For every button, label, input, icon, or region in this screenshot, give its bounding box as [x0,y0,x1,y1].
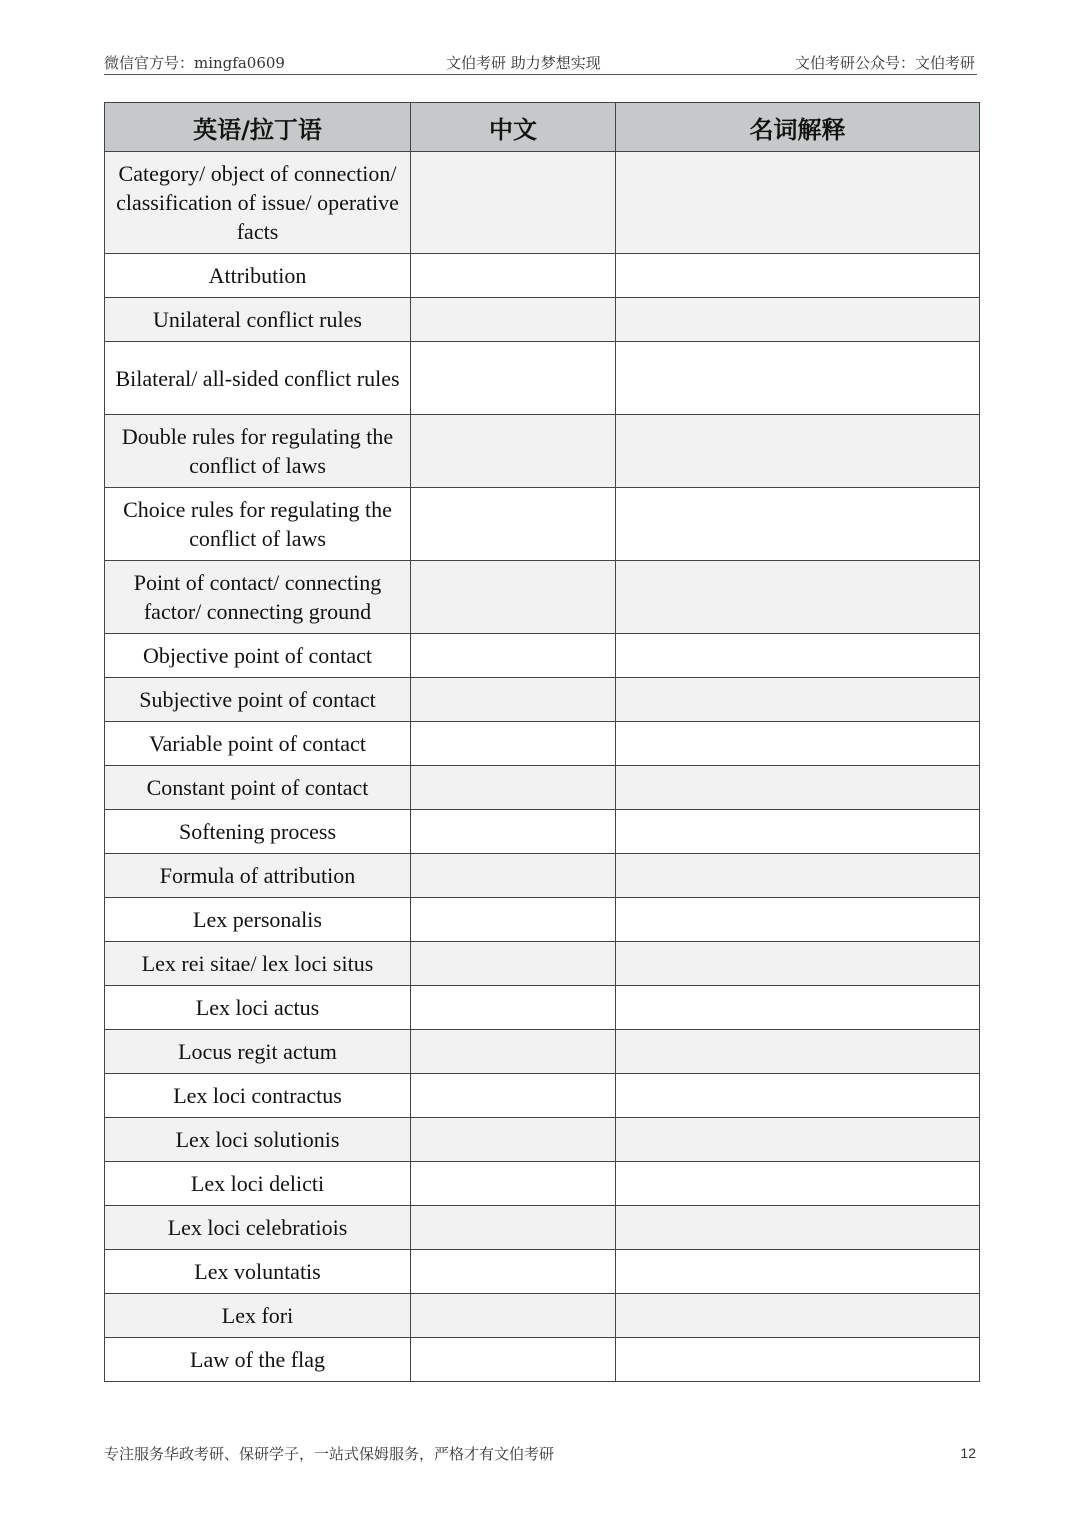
explanation-cell [616,1074,980,1118]
term-cell: Lex voluntatis [105,1250,411,1294]
chinese-cell [411,1250,616,1294]
table-row [105,766,980,810]
explanation-cell [616,1206,980,1250]
term-cell: Double rules for regulating the conflict of laws [105,415,411,488]
table-row [105,634,980,678]
explanation-cell [616,854,980,898]
term-cell: Formula of attribution [105,854,411,898]
header-wechat-id: 微信官方号：mingfa0609 [104,54,285,72]
chinese-cell [411,810,616,854]
explanation-cell [616,1338,980,1382]
chinese-cell [411,1074,616,1118]
chinese-cell [411,1206,616,1250]
term-cell: Variable point of contact [105,722,411,766]
chinese-cell [411,488,616,561]
chinese-cell [411,298,616,342]
explanation-cell [616,1118,980,1162]
header-public-account: 文伯考研公众号：文伯考研 [794,54,975,72]
term-cell: Category/ object of connection/ classification of issue/ operative facts [105,152,411,254]
table-row [105,415,980,488]
page-header [104,50,977,75]
table-row [105,1030,980,1074]
table-row [105,942,980,986]
explanation-cell [616,342,980,415]
term-cell: Unilateral conflict rules [105,298,411,342]
table-header [105,103,980,152]
table-row [105,254,980,298]
term-cell: Lex loci contractus [105,1074,411,1118]
table-row [105,1162,980,1206]
column-header-chinese: 中文 [411,103,616,152]
explanation-cell [616,766,980,810]
explanation-cell [616,1294,980,1338]
table-row [105,1118,980,1162]
term-cell: Attribution [105,254,411,298]
table-row [105,298,980,342]
chinese-cell [411,766,616,810]
table-body [105,152,980,1382]
term-cell: Lex loci solutionis [105,1118,411,1162]
chinese-cell [411,561,616,634]
table-row [105,898,980,942]
chinese-cell [411,898,616,942]
table-row [105,1206,980,1250]
table-row [105,488,980,561]
explanation-cell [616,722,980,766]
explanation-cell [616,1030,980,1074]
explanation-cell [616,488,980,561]
explanation-cell [616,1250,980,1294]
explanation-cell [616,810,980,854]
chinese-cell [411,1338,616,1382]
table-row [105,722,980,766]
table-row [105,854,980,898]
explanation-cell [616,152,980,254]
explanation-cell [616,986,980,1030]
chinese-cell [411,1294,616,1338]
glossary-table [104,102,980,1382]
table-row [105,986,980,1030]
table-row [105,1294,980,1338]
explanation-cell [616,898,980,942]
table-row [105,1250,980,1294]
term-cell: Bilateral/ all-sided conflict rules [105,342,411,415]
term-cell: Lex loci delicti [105,1162,411,1206]
term-cell: Lex personalis [105,898,411,942]
chinese-cell [411,1118,616,1162]
chinese-cell [411,678,616,722]
chinese-cell [411,342,616,415]
chinese-cell [411,722,616,766]
explanation-cell [616,634,980,678]
chinese-cell [411,254,616,298]
table-row [105,678,980,722]
chinese-cell [411,986,616,1030]
term-cell: Locus regit actum [105,1030,411,1074]
column-header-english-latin: 英语/拉丁语 [105,103,411,152]
explanation-cell [616,561,980,634]
term-cell: Subjective point of contact [105,678,411,722]
chinese-cell [411,942,616,986]
chinese-cell [411,634,616,678]
term-cell: Constant point of contact [105,766,411,810]
table-row [105,1338,980,1382]
term-cell: Objective point of contact [105,634,411,678]
explanation-cell [616,1162,980,1206]
chinese-cell [411,415,616,488]
term-cell: Lex loci celebratiois [105,1206,411,1250]
chinese-cell [411,152,616,254]
table-row [105,342,980,415]
term-cell: Law of the flag [105,1338,411,1382]
chinese-cell [411,854,616,898]
term-cell: Point of contact/ connecting factor/ connecting ground [105,561,411,634]
term-cell: Softening process [105,810,411,854]
table-row [105,152,980,254]
footer-slogan: 专注服务华政考研、保研学子，一站式保姆服务，严格才有文伯考研 [104,1445,555,1463]
table-row [105,561,980,634]
term-cell: Choice rules for regulating the conflict of laws [105,488,411,561]
term-cell: Lex rei sitae/ lex loci situs [105,942,411,986]
chinese-cell [411,1030,616,1074]
explanation-cell [616,298,980,342]
term-cell: Lex loci actus [105,986,411,1030]
chinese-cell [411,1162,616,1206]
explanation-cell [616,415,980,488]
explanation-cell [616,254,980,298]
explanation-cell [616,942,980,986]
term-cell: Lex fori [105,1294,411,1338]
page-number: 12 [960,1445,976,1461]
column-header-explanation: 名词解释 [616,103,980,152]
table-row [105,1074,980,1118]
table-row [105,810,980,854]
explanation-cell [616,678,980,722]
header-slogan: 文伯考研 助力梦想实现 [446,54,601,72]
